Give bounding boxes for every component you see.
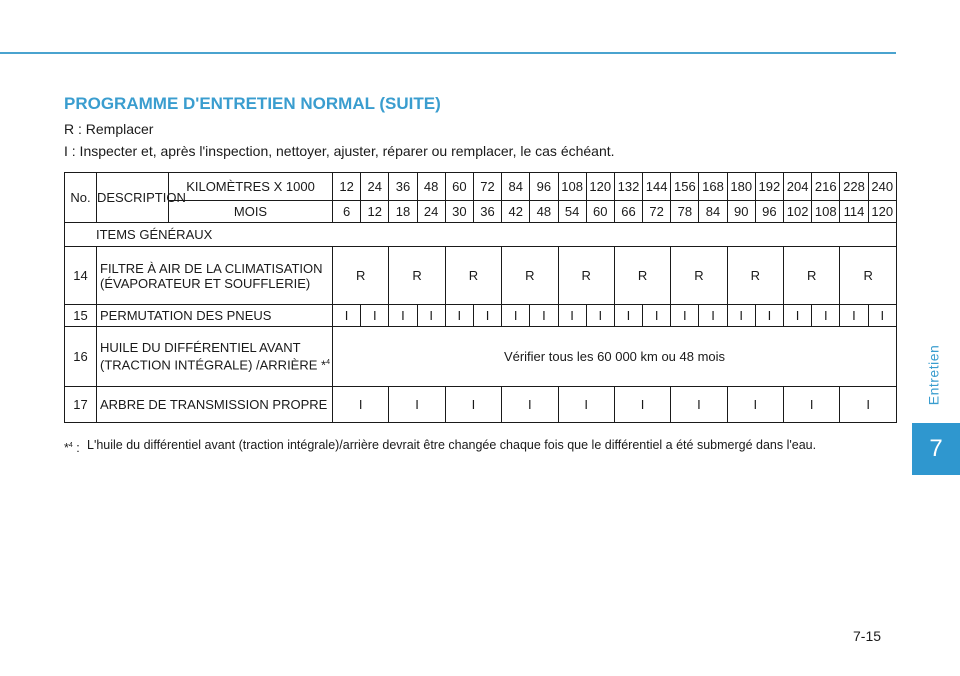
km-cell: 192 (755, 173, 783, 201)
month-cell: 72 (643, 201, 671, 223)
mark-cell: I (671, 305, 699, 327)
table-row (65, 387, 897, 423)
mark-cell: I (389, 305, 417, 327)
table-row (65, 327, 897, 387)
month-cell: 36 (473, 201, 501, 223)
footnote-text: L'huile du différentiel avant (traction intégrale)/arrière devrait être changée chaque fois que le différentiel a été submergé dans l'eau. (87, 438, 817, 452)
row-number: 17 (65, 387, 97, 423)
month-cell: 114 (840, 201, 868, 223)
item-description: FILTRE À AIR DE LA CLIMATISATION (ÉVAPORATEUR ET SOUFFLERIE) (97, 247, 333, 305)
group-row (65, 223, 897, 247)
mark-cell: I (473, 305, 501, 327)
month-cell: 78 (671, 201, 699, 223)
mark-cell: I (502, 387, 558, 423)
mark-cell: R (445, 247, 501, 305)
maintenance-schedule-table (64, 172, 897, 423)
mark-cell: I (727, 387, 783, 423)
mark-cell: I (840, 305, 868, 327)
km-cell: 96 (530, 173, 558, 201)
km-cell: 120 (586, 173, 614, 201)
month-cell: 102 (784, 201, 812, 223)
row-number: 15 (65, 305, 97, 327)
mark-cell: I (784, 387, 840, 423)
km-cell: 72 (473, 173, 501, 201)
mark-cell: I (586, 305, 614, 327)
month-cell: 66 (614, 201, 642, 223)
km-cell: 36 (389, 173, 417, 201)
mark-cell: I (558, 305, 586, 327)
months-header: MOIS (169, 201, 333, 223)
mark-cell: I (868, 305, 896, 327)
footnote-star-number: 4 (68, 442, 73, 449)
mark-cell: I (361, 305, 389, 327)
table-row (65, 305, 897, 327)
mark-cell: R (333, 247, 389, 305)
km-cell: 12 (333, 173, 361, 201)
chapter-side-label-text: Entretien (925, 344, 942, 406)
month-cell: 6 (333, 201, 361, 223)
km-cell: 180 (727, 173, 755, 201)
mark-cell: R (727, 247, 783, 305)
footnote-star: * (64, 441, 69, 456)
description-header: DESCRIPTION (97, 173, 169, 223)
item-description: PERMUTATION DES PNEUS (97, 305, 333, 327)
km-cell: 132 (614, 173, 642, 201)
month-cell: 24 (417, 201, 445, 223)
mark-cell: I (445, 387, 501, 423)
group-label: ITEMS GÉNÉRAUX (65, 223, 897, 247)
mark-cell: R (784, 247, 840, 305)
km-cell: 228 (840, 173, 868, 201)
footnote-colon: : (76, 441, 80, 456)
km-cell: 240 (868, 173, 896, 201)
interval-note: Vérifier tous les 60 000 km ou 48 mois (333, 327, 897, 387)
section-title: PROGRAMME D'ENTRETIEN NORMAL (SUITE) (64, 94, 441, 113)
mark-cell: I (784, 305, 812, 327)
mark-cell: I (614, 305, 642, 327)
month-cell: 84 (699, 201, 727, 223)
month-cell: 120 (868, 201, 896, 223)
mark-cell: I (530, 305, 558, 327)
mark-cell: I (445, 305, 473, 327)
item-description-text: HUILE DU DIFFÉRENTIEL AVANT (TRACTION INTÉGRALE) /ARRIÈRE * (100, 340, 327, 373)
legend-inspect: I : Inspecter et, après l'inspection, nettoyer, ajuster, réparer ou remplacer, le cas échéant. (64, 143, 615, 159)
month-cell: 90 (727, 201, 755, 223)
no-header: No. (65, 173, 97, 223)
month-cell: 96 (755, 201, 783, 223)
km-cell: 60 (445, 173, 473, 201)
km-cell: 144 (643, 173, 671, 201)
month-cell: 42 (502, 201, 530, 223)
chapter-side-label (908, 330, 958, 420)
mark-cell: R (502, 247, 558, 305)
mark-cell: I (840, 387, 897, 423)
km-cell: 216 (812, 173, 840, 201)
month-cell: 108 (812, 201, 840, 223)
mark-cell: I (643, 305, 671, 327)
mark-cell: I (614, 387, 670, 423)
mark-cell: I (699, 305, 727, 327)
mark-cell: R (389, 247, 445, 305)
month-cell: 30 (445, 201, 473, 223)
mark-cell: I (558, 387, 614, 423)
mark-cell: I (502, 305, 530, 327)
item-description: ARBRE DE TRANSMISSION PROPRE (97, 387, 333, 423)
km-cell: 204 (784, 173, 812, 201)
month-cell: 48 (530, 201, 558, 223)
km-cell: 48 (417, 173, 445, 201)
km-cell: 168 (699, 173, 727, 201)
mark-cell: I (755, 305, 783, 327)
mark-cell: R (840, 247, 897, 305)
mark-cell: R (558, 247, 614, 305)
header-rule (0, 52, 896, 54)
mark-cell: I (727, 305, 755, 327)
page-number: 7-15 (853, 628, 882, 644)
km-cell: 108 (558, 173, 586, 201)
mark-cell: I (333, 305, 361, 327)
month-cell: 60 (586, 201, 614, 223)
row-number: 16 (65, 327, 97, 387)
footnote-ref: 4 (326, 359, 330, 367)
mark-cell: R (671, 247, 727, 305)
footnote (64, 438, 897, 456)
footnote-marker (64, 438, 80, 456)
header-row-months (65, 201, 897, 223)
legend-replace: R : Remplacer (64, 121, 154, 137)
month-cell: 12 (361, 201, 389, 223)
km-cell: 24 (361, 173, 389, 201)
km-header: KILOMÈTRES X 1000 (169, 173, 333, 201)
mark-cell: R (614, 247, 670, 305)
chapter-number-tab: 7 (912, 423, 960, 475)
km-cell: 84 (502, 173, 530, 201)
mark-cell: I (333, 387, 389, 423)
mark-cell: I (671, 387, 727, 423)
mark-cell: I (389, 387, 445, 423)
mark-cell: I (417, 305, 445, 327)
table-row (65, 247, 897, 305)
month-cell: 18 (389, 201, 417, 223)
mark-cell: I (812, 305, 840, 327)
header-row-km (65, 173, 897, 201)
month-cell: 54 (558, 201, 586, 223)
item-description (97, 327, 333, 387)
row-number: 14 (65, 247, 97, 305)
km-cell: 156 (671, 173, 699, 201)
